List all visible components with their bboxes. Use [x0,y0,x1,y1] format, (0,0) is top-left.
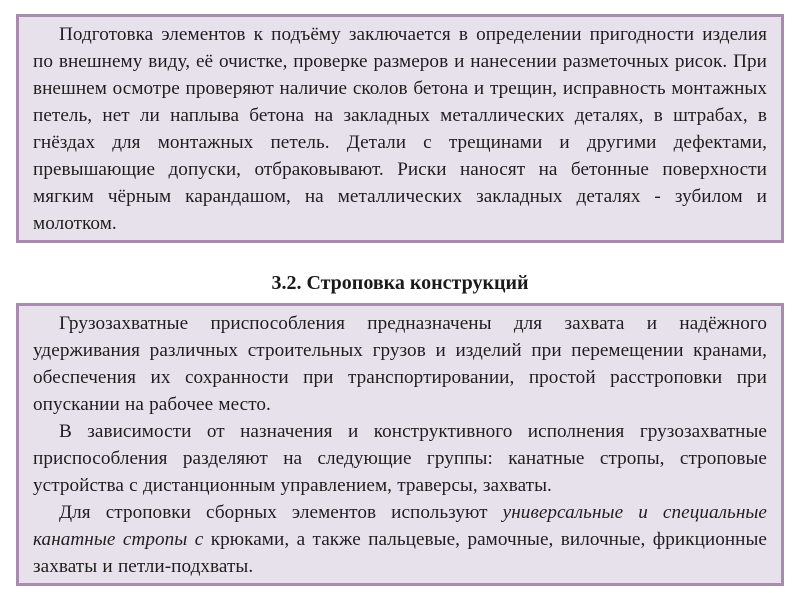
paragraph-slings-end: крюками, а также пальцевые, рамочные, вилочные, фрикционные захваты и петли-подхваты. [33,529,768,577]
paragraph-preparation: Подготовка элементов к подъёму заключается в определении пригодности изделия по внешнему виду, её очистке, проверке размеров и нанесении разметочных рисок. При внешнем осмотре проверяют наличие сколов бетона и трещин, исправность монтажных петель, нет ли наплыва бетона на закладных металлических деталях, в штрабах, в гнёздах для монтажных петель. Детали с трещинами и другими дефектами, превышающие допуски, отбраковывают. Риски наносят на бетонные поверхности мягким чёрным карандашом, на металлических закладных деталях - зубилом и молотком. [33,24,767,234]
paragraph-device-groups: В зависимости от назначения и конструктивного исполнения грузозахватные приспособления разделяют на следующие группы: канатные стропы, строповые устройства с дистанционным управлением, траверсы, захваты. [33,421,767,496]
paragraph-slings [33,499,767,580]
text-block-preparation [16,14,784,243]
section-heading: 3.2. Строповка конструкций [271,272,529,294]
paragraph-slings-start: Для строповки сборных элементов используют [59,502,503,523]
paragraph-lifting-devices: Грузозахватные приспособления предназначены для захвата и надёжного удерживания различных строительных грузов и изделий при перемещении кранами, обеспечения их сохранности при транспортировании, простой расстроповки при опускании на рабочее место. [33,313,767,415]
paragraph-slings-italic: универсальные и специальные канатные стропы с [33,502,767,550]
text-block-slinging [16,303,784,586]
